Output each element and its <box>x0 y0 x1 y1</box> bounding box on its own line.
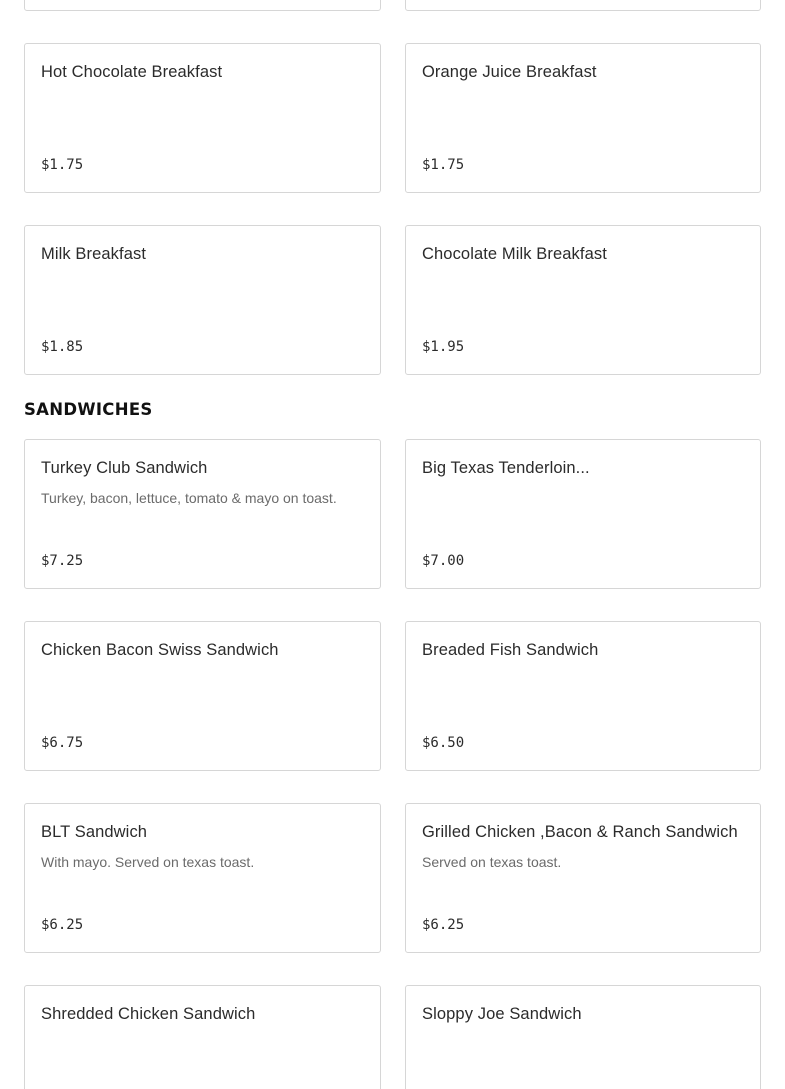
menu-item-card[interactable] <box>405 43 761 193</box>
menu-item-card[interactable] <box>24 985 381 1089</box>
menu-item-card-partial[interactable] <box>405 0 761 11</box>
menu-item-name: BLT Sandwich <box>41 823 148 841</box>
menu-item-card[interactable] <box>24 439 381 589</box>
menu-item-price: $6.50 <box>422 735 465 751</box>
menu-item-name: Sloppy Joe Sandwich <box>422 1005 582 1023</box>
menu-item-card[interactable] <box>405 225 761 375</box>
menu-item-price: $7.25 <box>41 553 84 569</box>
menu-item-card-partial[interactable] <box>24 0 381 11</box>
menu-item-card[interactable] <box>405 439 761 589</box>
menu-item-name: Turkey Club Sandwich <box>41 459 208 477</box>
menu-item-name: Chocolate Milk Breakfast <box>422 245 607 263</box>
menu-item-price: $1.75 <box>41 157 84 173</box>
menu-item-card[interactable] <box>405 803 761 953</box>
menu-item-card[interactable] <box>405 621 761 771</box>
menu-item-description: Served on texas toast. <box>422 854 562 870</box>
menu-item-name: Breaded Fish Sandwich <box>422 641 599 659</box>
menu-item-price: $1.75 <box>422 157 465 173</box>
menu-item-name: Grilled Chicken ,Bacon & Ranch Sandwich <box>422 823 738 841</box>
menu-item-price: $6.25 <box>41 917 84 933</box>
menu-item-card[interactable] <box>24 43 381 193</box>
menu-item-price: $1.85 <box>41 339 84 355</box>
menu-item-price: $6.75 <box>41 735 84 751</box>
menu-item-description: Turkey, bacon, lettuce, tomato & mayo on toast. <box>41 490 337 506</box>
menu-item-price: $1.95 <box>422 339 465 355</box>
menu-item-price: $6.25 <box>422 917 465 933</box>
menu-item-name: Hot Chocolate Breakfast <box>41 63 223 81</box>
menu-item-name: Big Texas Tenderloin... <box>422 459 590 477</box>
menu-item-card[interactable] <box>24 225 381 375</box>
menu-item-card[interactable] <box>405 985 761 1089</box>
menu-item-name: Orange Juice Breakfast <box>422 63 597 81</box>
menu-item-card[interactable] <box>24 803 381 953</box>
menu-item-price: $7.00 <box>422 553 465 569</box>
menu-item-description: With mayo. Served on texas toast. <box>41 854 255 870</box>
menu-item-card[interactable] <box>24 621 381 771</box>
menu-item-name: Shredded Chicken Sandwich <box>41 1005 256 1023</box>
menu-item-name: Chicken Bacon Swiss Sandwich <box>41 641 279 659</box>
menu-item-name: Milk Breakfast <box>41 245 147 263</box>
section-title-sandwiches: SANDWICHES <box>24 400 153 419</box>
